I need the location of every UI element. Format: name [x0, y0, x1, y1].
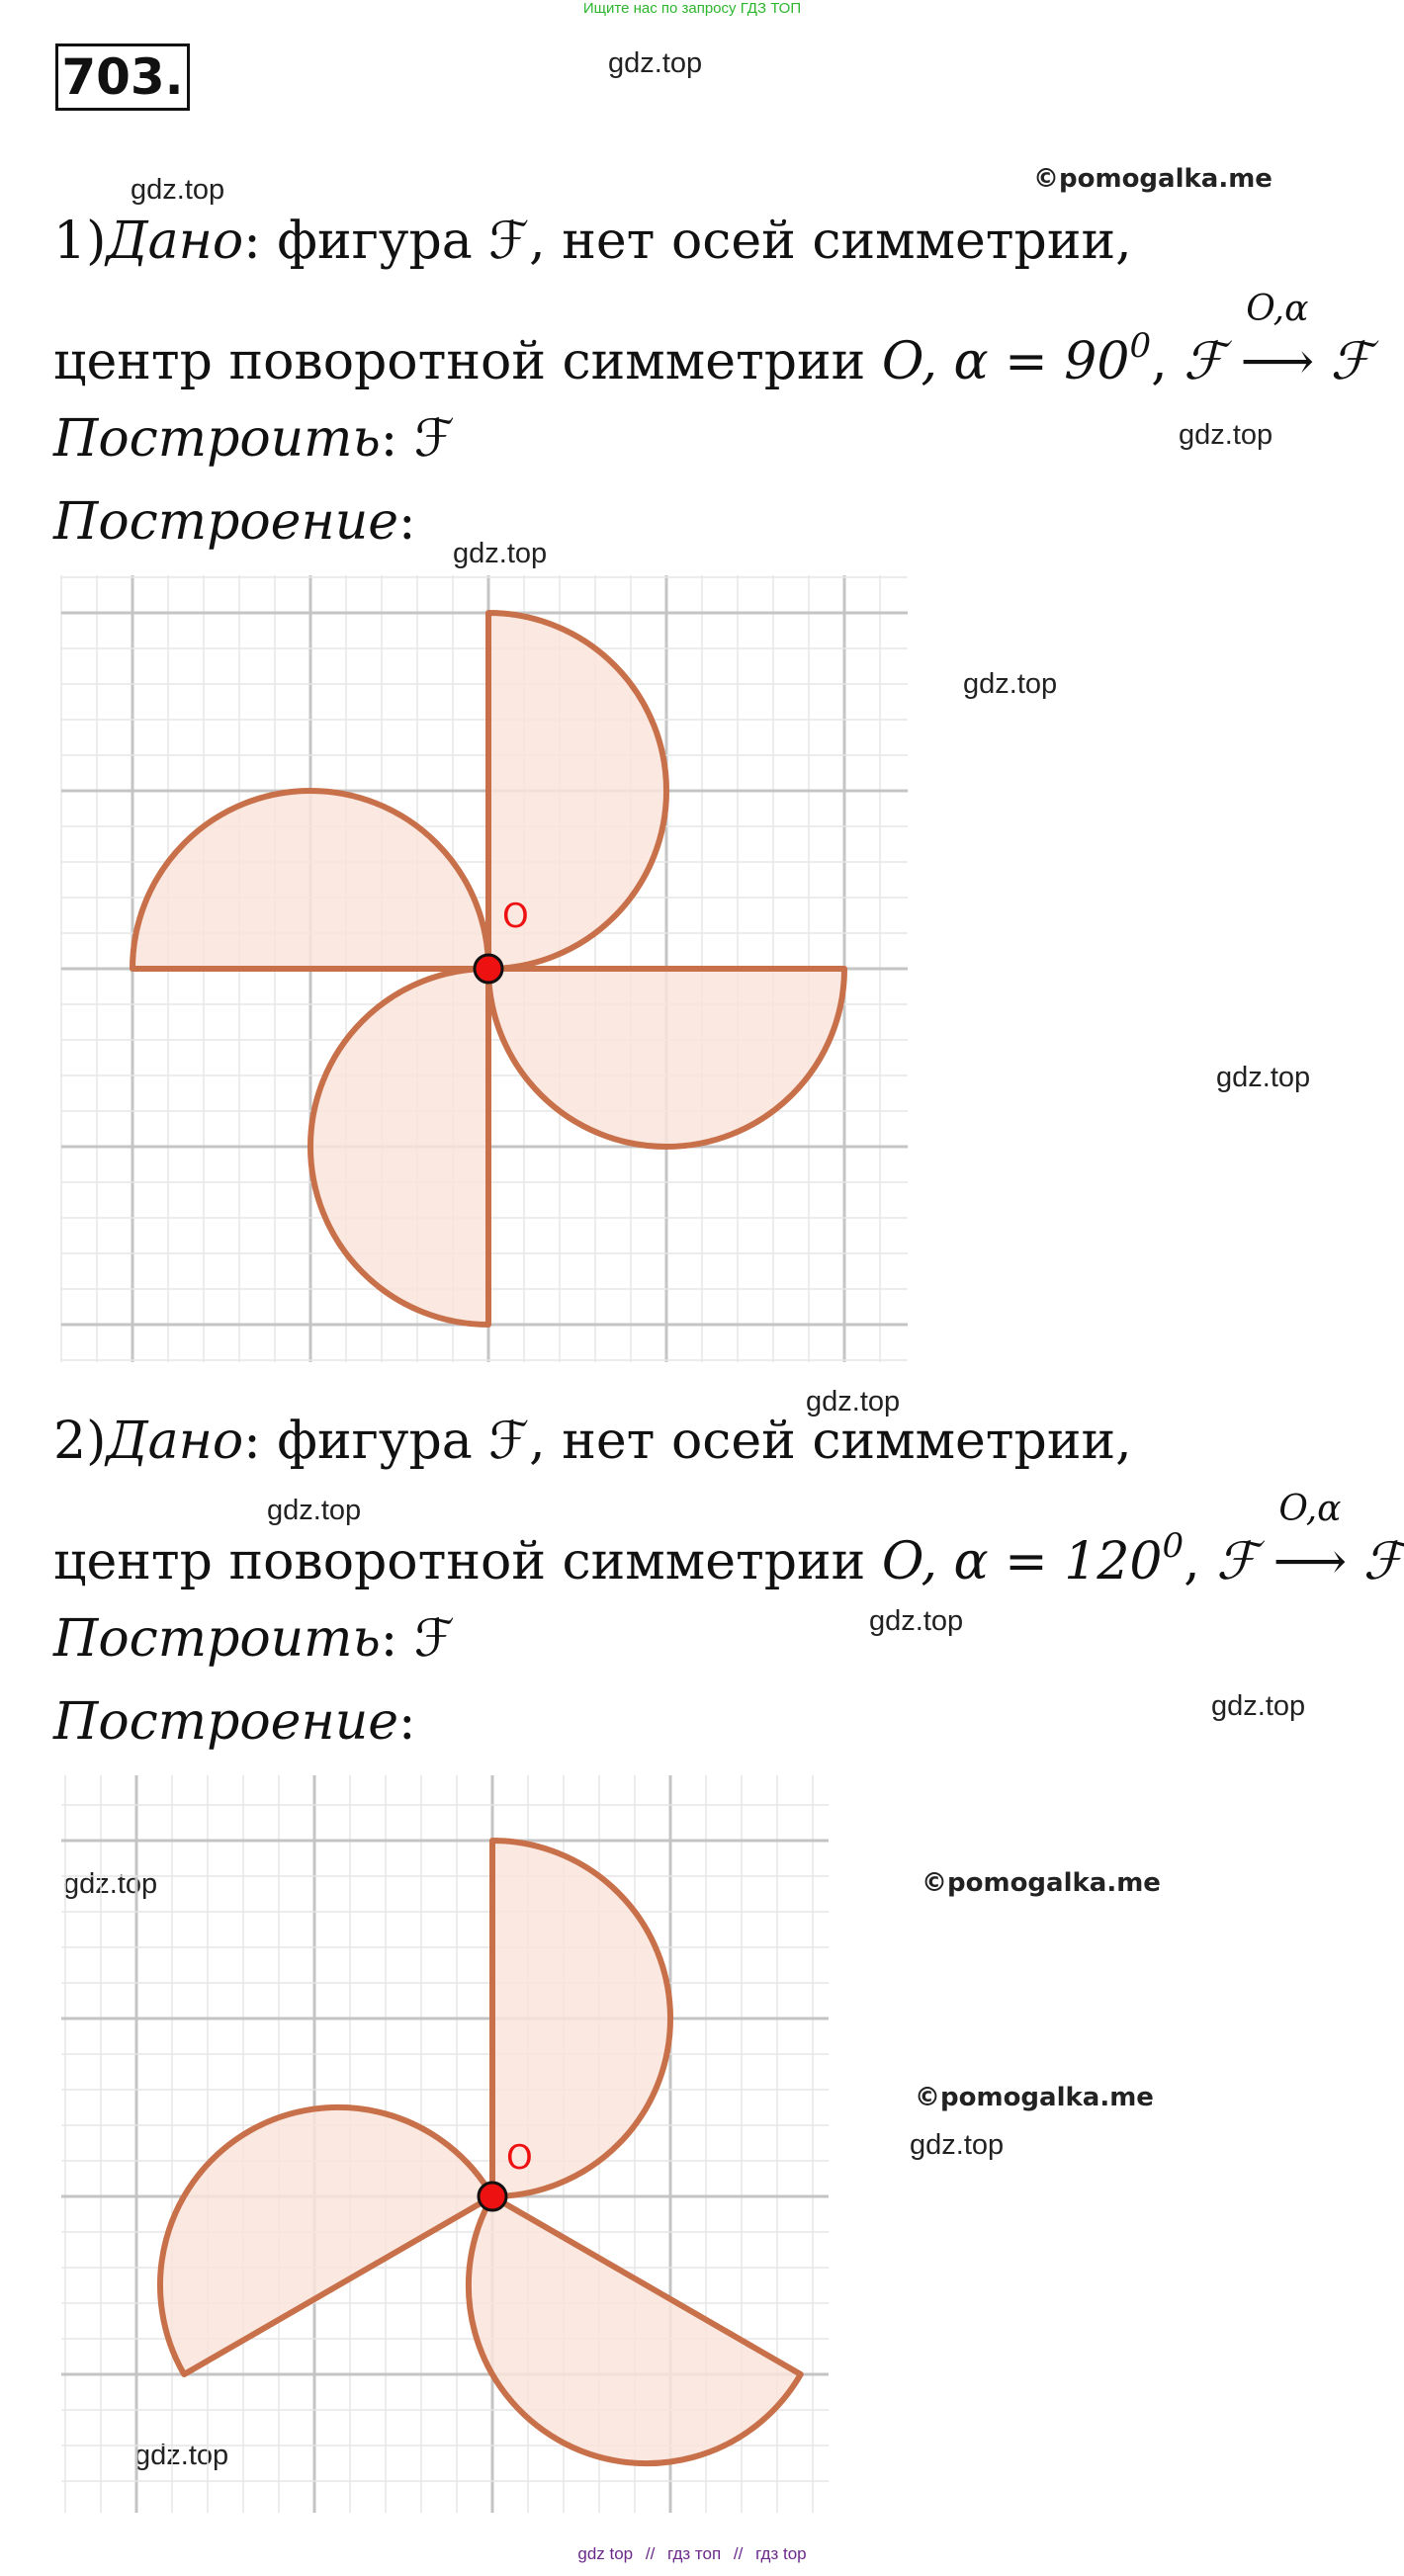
watermark: gdz.top	[910, 2129, 1005, 2161]
part1-map-arrow	[1240, 289, 1315, 391]
watermark: gdz.top	[453, 538, 548, 569]
part1-given-word: Дано	[106, 212, 244, 271]
part1-figure-symbol-image: ℱ	[1330, 332, 1371, 391]
watermark: gdz.top	[1216, 1062, 1311, 1093]
part1-construction-line	[53, 492, 416, 552]
part2-center-line: центр поворотной симметрии O, $\alpha = 120^0$, ℱ O,α ⟶ ℱ	[53, 1489, 1404, 1591]
part1-given-text: : фигура ℱ, нет осей симметрии,	[243, 212, 1132, 271]
semicircle-blade	[310, 969, 488, 1325]
watermark: gdz.top	[134, 2440, 229, 2471]
semicircle-blade	[488, 969, 844, 1147]
part2-label: 2)	[53, 1412, 107, 1471]
part1-construct-line	[53, 409, 455, 469]
part2-angle: O, α = 120	[881, 1532, 1163, 1591]
part2-construct-text: : ℱ	[380, 1609, 455, 1669]
figure-2-center-point	[479, 2183, 506, 2210]
watermark: gdz.top	[267, 1495, 362, 1526]
part2-construct-word: Построить	[53, 1609, 381, 1669]
part2-arrow-label: O,α	[1278, 1489, 1342, 1529]
part1-construct-text: : ℱ	[380, 409, 455, 469]
top-banner[interactable]: Ищите нас по запросу ГДЗ ТОП	[582, 0, 802, 17]
part1-construct-word: Построить	[53, 409, 381, 469]
part1-construction-word: Построение	[53, 492, 398, 552]
watermark: gdz.top	[1211, 1690, 1306, 1722]
part2-construct-line	[53, 1609, 455, 1669]
figure-1-rotation-90	[59, 573, 910, 1364]
part1-angle: O, α = 90	[881, 332, 1130, 391]
part2-given-word: Дано	[106, 1412, 244, 1471]
part2-degree: 0	[1162, 1526, 1185, 1566]
part1-given-line	[53, 212, 1132, 271]
part2-map-arrow	[1272, 1489, 1348, 1591]
part2-construction-word: Построение	[53, 1692, 398, 1752]
footer-separator: //	[733, 2544, 744, 2563]
watermark: gdz.top	[63, 1868, 158, 1900]
part1-figure-symbol: ℱ	[1184, 332, 1225, 391]
watermark-pomogalka: ©pomogalka.me	[921, 1868, 1161, 1898]
footer-separator: //	[645, 2544, 656, 2563]
part2-construction-colon: :	[397, 1692, 416, 1752]
watermark: gdz.top	[963, 668, 1058, 700]
watermark: gdz.top	[806, 1386, 901, 1417]
part1-arrow-label: O,α	[1246, 289, 1309, 329]
part2-given-line	[53, 1412, 1132, 1471]
watermark: gdz.top	[869, 1605, 964, 1637]
part2-figure-symbol: ℱ	[1216, 1532, 1258, 1591]
figure-2-center-label: O	[506, 2138, 533, 2178]
watermark-pomogalka: ©pomogalka.me	[1033, 164, 1272, 194]
semicircle-blade	[132, 791, 488, 969]
problem-number: 703.	[55, 43, 190, 111]
part2-given-text: : фигура ℱ, нет осей симметрии,	[243, 1412, 1132, 1471]
footer-link[interactable]: gdz top	[577, 2544, 634, 2563]
part1-degree: 0	[1129, 326, 1152, 366]
footer-link[interactable]: гдз топ	[667, 2544, 722, 2563]
part1-center-line: центр поворотной симметрии O, $\alpha = 90^0$, ℱ O,α ⟶ ℱ	[53, 289, 1371, 391]
watermark-pomogalka: ©pomogalka.me	[915, 2083, 1154, 2112]
part2-line2-text: центр поворотной симметрии	[53, 1532, 882, 1591]
footer-link[interactable]: гдз top	[755, 2544, 807, 2563]
semicircle-blade	[160, 2107, 492, 2374]
figure-1-center-label: O	[502, 897, 529, 936]
footer-links	[0, 2544, 1384, 2564]
part2-construction-line	[53, 1692, 416, 1752]
watermark: gdz.top	[1179, 419, 1273, 451]
part1-line2-text: центр поворотной симметрии	[53, 332, 882, 391]
figure-2-shapes	[160, 1841, 801, 2463]
part1-label: 1)	[53, 212, 107, 271]
long-right-arrow-icon: ⟶	[1240, 332, 1315, 391]
watermark: gdz.top	[608, 47, 703, 79]
figure-1-center-point	[475, 955, 502, 983]
long-right-arrow-icon: ⟶	[1272, 1532, 1348, 1591]
part1-construction-colon: :	[397, 492, 416, 552]
watermark: gdz.top	[131, 174, 225, 206]
part2-figure-symbol-image: ℱ	[1362, 1532, 1404, 1591]
figure-2-rotation-120	[59, 1773, 831, 2515]
